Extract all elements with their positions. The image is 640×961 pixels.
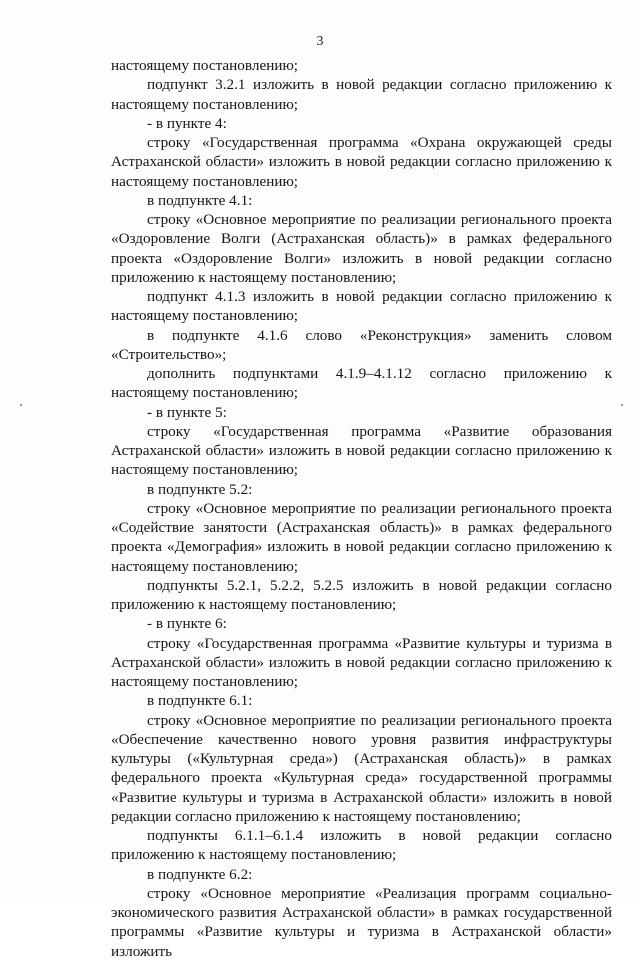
paragraph: подпункты 5.2.1, 5.2.2, 5.2.5 изложить в новой редакции согласно приложению к настоящему постановлению; [111, 576, 612, 613]
paragraph: - в пункте 6: [147, 615, 227, 633]
paragraph: настоящему постановлению; [111, 57, 299, 74]
scan-speck [621, 404, 623, 406]
paragraph: строку «Основное мероприятие по реализации регионального проекта «Оздоровление Волги (Астраханская область)» в рамках федерального проекта «Оздоровление Волги» изложить в новой редакции согласно приложению к настоящему постановлению; [111, 211, 612, 286]
paragraph: в подпункте 4.1: [147, 191, 253, 209]
scan-speck [20, 404, 22, 406]
paragraph: в подпункте 6.1: [147, 692, 253, 710]
paragraph: строку «Основное мероприятие «Реализация программ социально-экономического развития Астраханской области» в рамках государственной программы «Развитие культуры и туризма в Астраханской области» изложить [111, 884, 612, 960]
paragraph: в подпункте 4.1.6 слово «Реконструкция» заменить словом «Строительство»; [111, 326, 612, 363]
paragraph: в подпункте 6.2: [147, 865, 253, 883]
paragraph: строку «Государственная программа «Развитие культуры и туризма в Астраханской области» изложить в новой редакции согласно приложению к настоящему постановлению; [111, 634, 612, 690]
paragraph: подпункты 6.1.1–6.1.4 изложить в новой редакции согласно приложению к настоящему постановлению; [111, 827, 612, 864]
paragraph: подпункт 4.1.3 изложить в новой редакции согласно приложению к настоящему постановлению; [111, 288, 612, 325]
paragraph: строку «Государственная программа «Охрана окружающей среды Астраханской области» изложить в новой редакции согласно приложению к настоящему постановлению; [111, 134, 612, 190]
paragraph: дополнить подпунктами 4.1.9–4.1.12 согласно приложению к настоящему постановлению; [111, 365, 612, 402]
paragraph: подпункт 3.2.1 изложить в новой редакции согласно приложению к настоящему постановлению; [111, 76, 612, 113]
paragraph: в подпункте 5.2: [147, 480, 253, 498]
paragraph: - в пункте 4: [147, 114, 227, 132]
body-text [111, 56, 612, 961]
paragraph: строку «Основное мероприятие по реализации регионального проекта «Содействие занятости (Астраханская область)» в рамках федерального проекта «Демография» изложить в новой редакции согласно приложению к настоящему постановлению; [111, 499, 612, 575]
paragraph: - в пункте 5: [147, 403, 227, 421]
paragraph: строку «Государственная программа «Развитие образования Астраханской области» изложить в новой редакции согласно приложению к настоящему постановлению; [111, 422, 612, 479]
paragraph: строку «Основное мероприятие по реализации регионального проекта «Обеспечение качественно нового уровня развития инфраструктуры культуры («Культурная среда») (Астраханская область)» в рамках федерального проекта «Культурная среда» государственной программы «Развитие культуры и туризма в Астраханской области» изложить в новой редакции согласно приложению к настоящему постановлению; [111, 711, 612, 825]
page-number: 3 [316, 34, 324, 49]
